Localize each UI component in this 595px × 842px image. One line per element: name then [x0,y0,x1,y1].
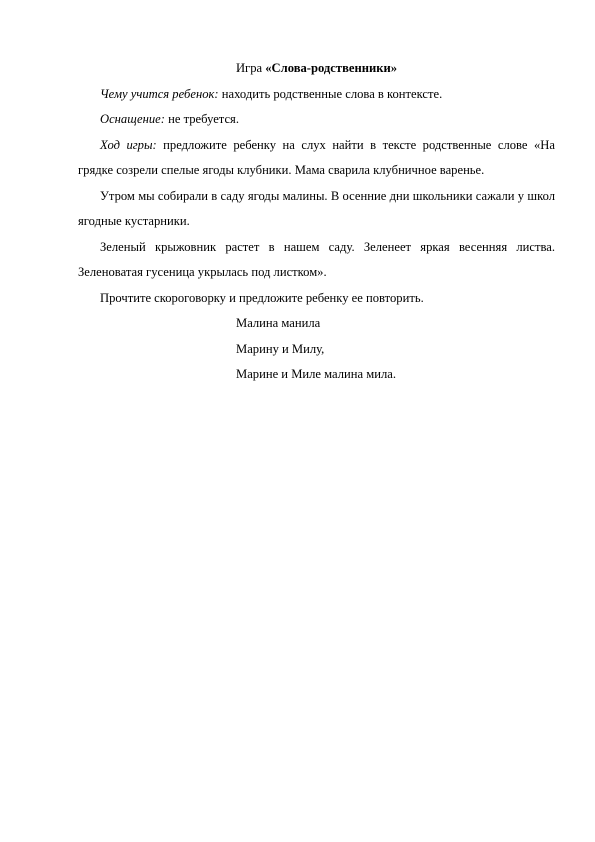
instruction-paragraph: Прочтите скороговорку и предложите ребенку ее повторить. [100,290,424,305]
tongue-twister [236,311,555,388]
equipment-paragraph [78,107,555,133]
equipment-label: Оснащение: [100,112,165,126]
page-title [78,56,555,82]
goal-label: Чему учится ребенок: [100,86,219,101]
procedure-label: Ход игры: [100,137,157,152]
goal-paragraph [78,82,555,108]
paragraph-3: Зеленый крыжовник растет в нашем саду. Зеленеет яркая весенняя листва. Зеленоватая гусеница укрылась под листком». [78,239,555,279]
title-prefix: Игра [235,61,266,75]
paragraph-2: Утром мы собирали в саду ягоды малины. В осенние дни школьники сажали у школ ягодные кустарники. [78,188,555,228]
poem-line-3: Марине и Миле малина мила. [236,367,396,381]
goal-text: находить родственные слова в контексте. [218,86,443,101]
procedure-text: предложите ребенку на слух найти в тексте родственные слове «На грядке созрели спелые ягоды клубники. Мама сварила клубничное варенье. [78,137,555,177]
procedure-paragraph [78,133,555,184]
poem-line-1: Малина манила [236,316,321,330]
poem-line-2: Марину и Милу, [236,341,325,356]
title-name: «Слова-родственники» [265,61,398,75]
equipment-text: не требуется. [164,112,239,126]
